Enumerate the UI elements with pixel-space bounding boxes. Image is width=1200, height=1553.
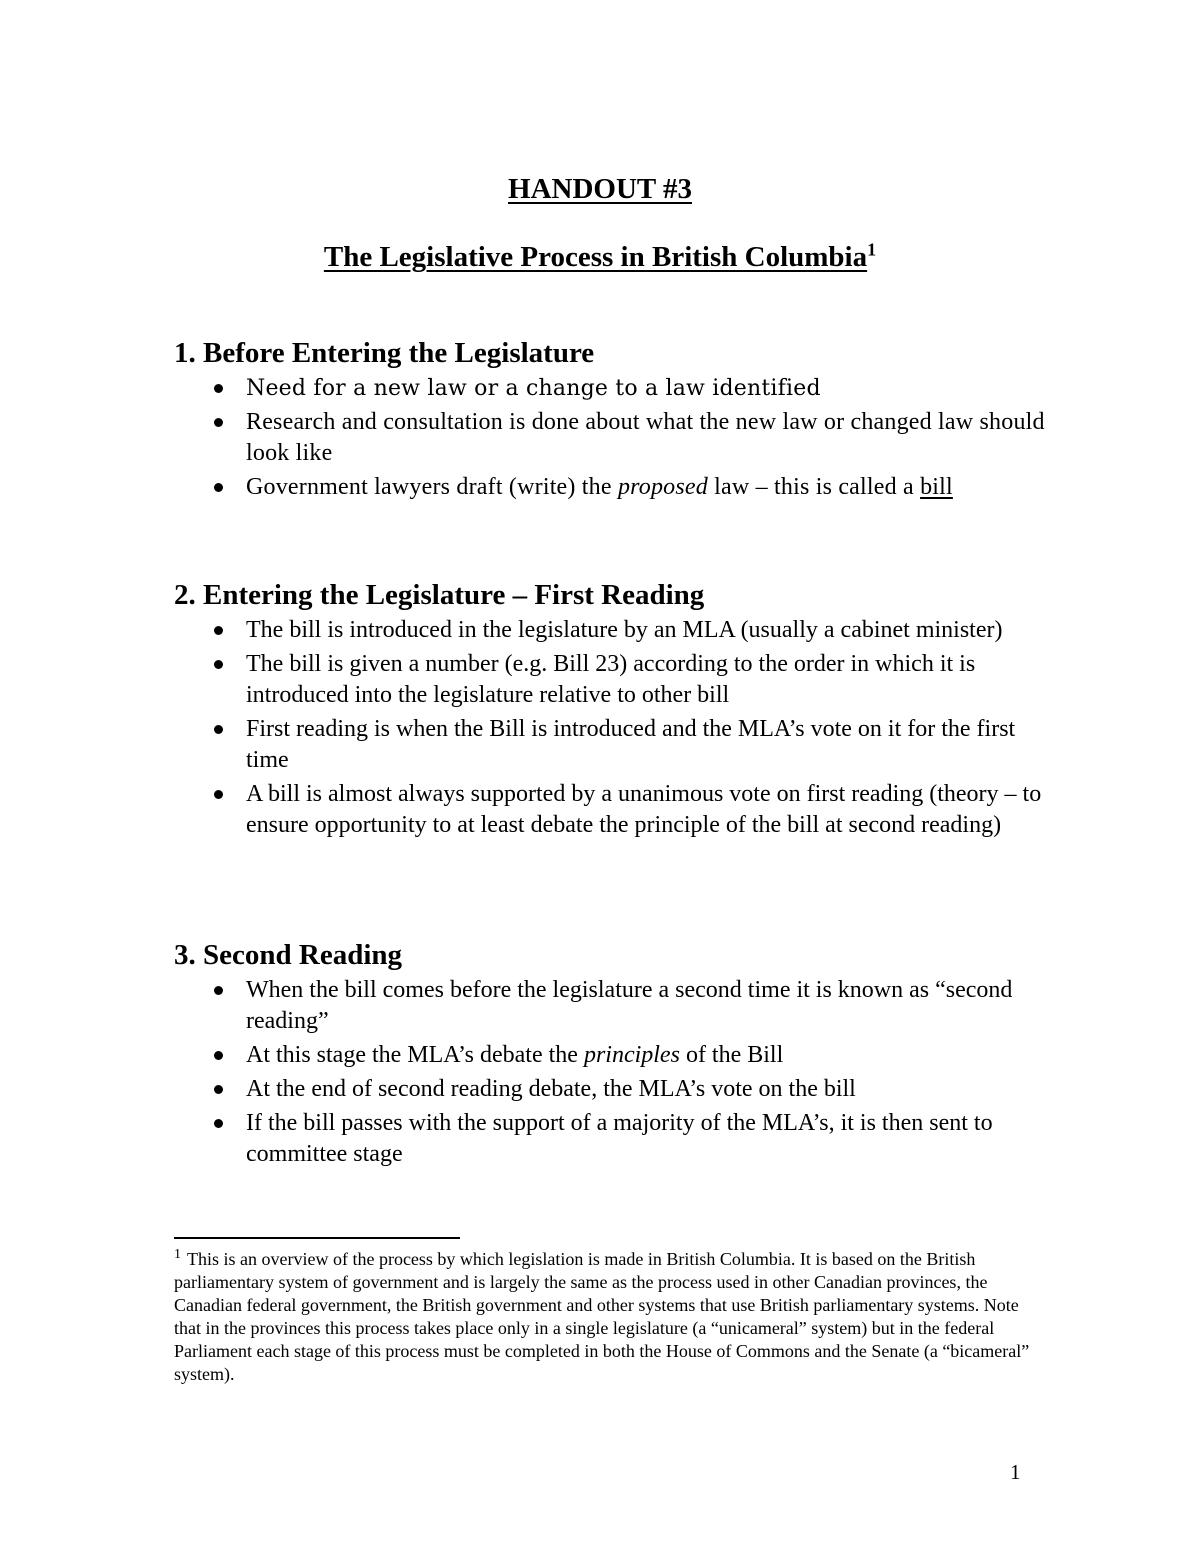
section-first-reading xyxy=(174,577,1054,844)
bullet-icon xyxy=(214,1085,223,1094)
bullet-icon xyxy=(214,483,223,492)
section-before-entering xyxy=(174,335,1054,506)
bullet-icon xyxy=(214,986,223,995)
list-item: When the bill comes before the legislature a second time it is known as “second reading” xyxy=(174,975,1054,1037)
page-title xyxy=(0,173,1200,206)
bullet-icon xyxy=(214,725,223,734)
bullet-icon xyxy=(214,384,223,393)
list-item: The bill is introduced in the legislature by an MLA (usually a cabinet minister) xyxy=(174,615,1054,646)
emphasis-text: proposed xyxy=(617,474,708,500)
bullet-icon xyxy=(214,418,223,427)
list-item: At the end of second reading debate, the MLA’s vote on the bill xyxy=(174,1074,1054,1105)
section-heading: 2. Entering the Legislature – First Reading xyxy=(174,579,705,611)
list-item: At this stage the MLA’s debate the principles of the Bill xyxy=(174,1040,1054,1071)
handout-title: HANDOUT #3 xyxy=(508,173,692,205)
list-item: A bill is almost always supported by a unanimous vote on first reading (theory – to ensure opportunity to at least debate the principle of the bill at second reading) xyxy=(174,779,1054,841)
page-subtitle xyxy=(0,241,1200,274)
bullet-list xyxy=(174,975,1054,1170)
underlined-term: bill xyxy=(920,474,953,500)
list-item: First reading is when the Bill is introduced and the MLA’s vote on it for the first time xyxy=(174,714,1054,776)
list-item: If the bill passes with the support of a majority of the MLA’s, it is then sent to committee stage xyxy=(174,1108,1054,1170)
list-item: Government lawyers draft (write) the proposed law – this is called a bill xyxy=(174,472,1054,503)
bullet-icon xyxy=(214,660,223,669)
emphasis-text: principles xyxy=(583,1042,680,1068)
footnote xyxy=(174,1248,1034,1386)
bullet-icon xyxy=(214,626,223,635)
list-item: The bill is given a number (e.g. Bill 23) according to the order in which it is introduced into the legislature relative to other bill xyxy=(174,649,1054,711)
bullet-icon xyxy=(214,1051,223,1060)
footnote-marker: 1 xyxy=(174,1247,181,1262)
bullet-list xyxy=(174,373,1054,503)
section-second-reading xyxy=(174,937,1054,1173)
subtitle-text: The Legislative Process in British Columbia xyxy=(323,241,868,273)
page-number: 1 xyxy=(1010,1460,1021,1484)
bullet-icon xyxy=(214,790,223,799)
footnote-divider xyxy=(174,1237,460,1239)
list-item: Need for a new law or a change to a law identified xyxy=(174,373,1054,404)
list-item: Research and consultation is done about what the new law or changed law should look like xyxy=(174,407,1054,469)
section-heading: 3. Second Reading xyxy=(174,939,403,971)
footnote-ref: 1 xyxy=(867,239,877,260)
bullet-icon xyxy=(214,1119,223,1128)
bullet-list xyxy=(174,615,1054,841)
footnote-text: This is an overview of the process by which legislation is made in British Columbia. It is based on the British parliamentary system of government and is largely the same as the process used in other Canadian provinces, the Canadian federal government, the British government and other systems that use British parliamentary systems. Note that in the provinces this process takes place only in a single legislature (a “unicameral” system) but in the federal Parliament each stage of this process must be completed in both the House of Commons and the Senate (a “bicameral” system). xyxy=(174,1249,1030,1384)
section-heading: 1. Before Entering the Legislature xyxy=(174,337,595,369)
